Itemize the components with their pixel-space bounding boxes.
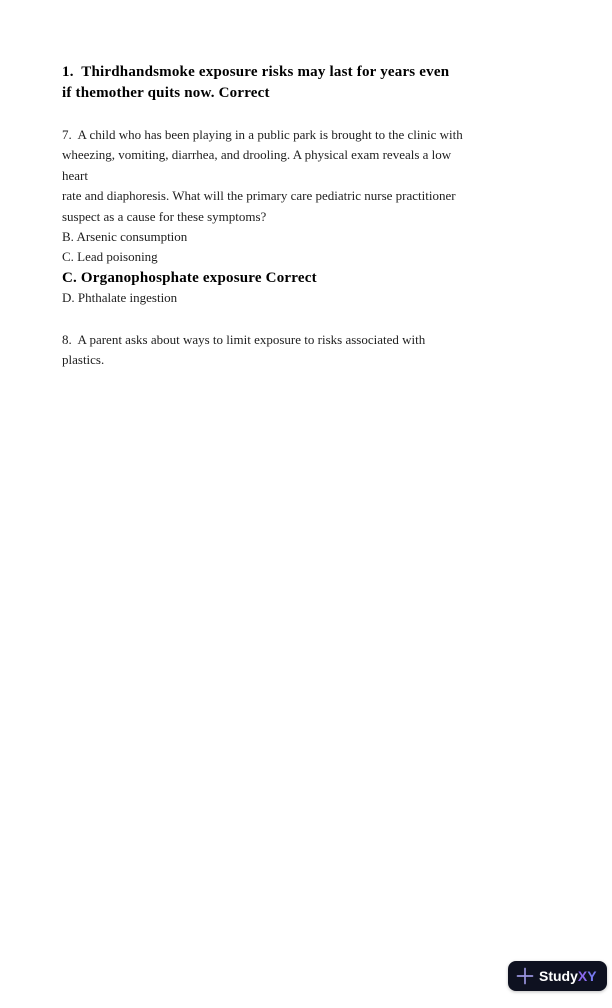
brand-y-text: Y — [587, 968, 597, 984]
question-text-line: 7. A child who has been playing in a public park is brought to the clinic with — [62, 127, 463, 142]
question-text-line: rate and diaphoresis. What will the primary care pediatric nurse practitioner — [62, 188, 456, 204]
plus-icon — [516, 967, 534, 985]
answer-option: B. Arsenic consumption — [62, 229, 188, 245]
brand-wordmark — [539, 969, 597, 983]
question-text-line: suspect as a cause for these symptoms? — [62, 208, 267, 224]
document-content — [62, 62, 542, 370]
question-text-line: plastics. — [62, 352, 105, 368]
answer-banner-line: if themother quits now. Correct — [62, 85, 270, 101]
answer-option: C. Lead poisoning — [62, 249, 158, 265]
question-7 — [62, 125, 542, 309]
question-8 — [62, 330, 542, 371]
answer-option: D. Phthalate ingestion — [62, 290, 178, 306]
question-text-line: wheezing, vomiting, diarrhea, and drooling. A physical exam reveals a low — [62, 147, 452, 163]
studyxy-logo-badge[interactable] — [508, 961, 607, 991]
answer-banner — [62, 62, 542, 104]
question-text-line: 8. A parent asks about ways to limit exposure to risks associated with — [62, 331, 426, 347]
brand-study-text: Study — [539, 968, 578, 984]
answer-banner-line: 1. Thirdhandsmoke exposure risks may last for years even — [62, 64, 450, 80]
question-text-line: heart — [62, 167, 88, 183]
brand-x-text: X — [577, 968, 588, 984]
answer-option-correct: C. Organophosphate exposure Correct — [62, 269, 317, 286]
